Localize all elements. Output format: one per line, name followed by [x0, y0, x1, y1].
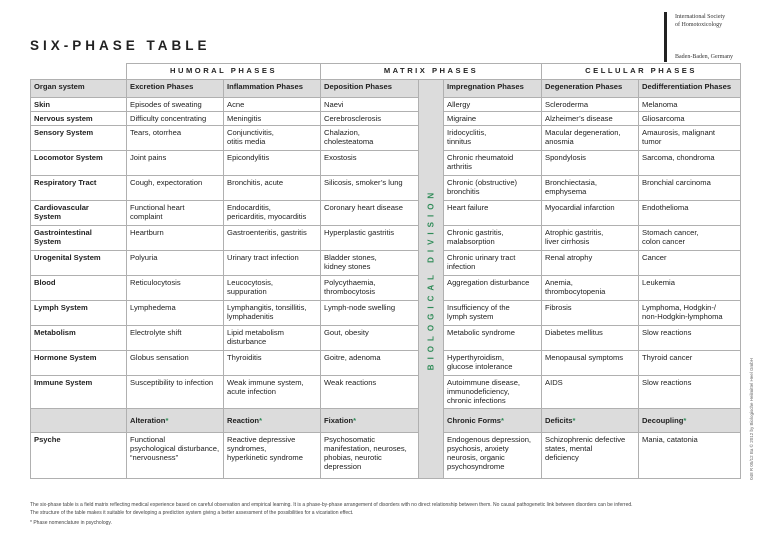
phase-cell: Lipid metabolism disturbance [224, 326, 321, 351]
psyche-phase-label: Deficits [545, 416, 573, 425]
phase-cell: Naevi [321, 98, 419, 112]
organ-system-cell: Sensory System [31, 126, 127, 151]
table-row [31, 351, 741, 376]
phase-cell: Goitre, adenoma [321, 351, 419, 376]
phase-cell: Conjunctivitis, otitis media [224, 126, 321, 151]
phase-cell: Macular degeneration, anosmia [542, 126, 639, 151]
table-row [31, 126, 741, 151]
col-inflammation: Inflammation Phases [224, 80, 321, 98]
phase-cell: Exostosis [321, 151, 419, 176]
phase-cell: Fibrosis [542, 301, 639, 326]
table-row [31, 376, 741, 409]
psyche-cell: Psychosomatic manifestation, neuroses, phobias, neurotic depression [321, 433, 419, 479]
phase-cell: Amaurosis, malignant tumor [639, 126, 741, 151]
phase-cell: Anemia, thrombocytopenia [542, 276, 639, 301]
table-row [31, 226, 741, 251]
phase-cell: Autoimmune disease, immunodeficiency, chronic infections [444, 376, 542, 409]
col-excretion: Excretion Phases [127, 80, 224, 98]
phase-cell: Migraine [444, 112, 542, 126]
phase-cell: Weak reactions [321, 376, 419, 409]
psyche-phase-header [444, 409, 542, 433]
logo-line: International Society [675, 14, 726, 20]
table-row [31, 326, 741, 351]
psyche-cell: Endogenous depression, psychosis, anxiety neurosis, organic psychosyndrome [444, 433, 542, 479]
asterisk-mark: * [572, 416, 576, 425]
organ-system-cell: Cardiovascular System [31, 201, 127, 226]
phase-cell: Gout, obesity [321, 326, 419, 351]
logo-location: Baden-Baden, Germany [675, 54, 733, 60]
phase-cell: Chronic rheumatoid arthritis [444, 151, 542, 176]
phase-cell: Coronary heart disease [321, 201, 419, 226]
phase-cell: Insufficiency of the lymph system [444, 301, 542, 326]
phase-cell: Atrophic gastritis, liver cirrhosis [542, 226, 639, 251]
phase-cell: Hyperthyroidism, glucose intolerance [444, 351, 542, 376]
organ-system-cell: Psyche [31, 433, 127, 479]
phase-cell: Slow reactions [639, 376, 741, 409]
table-row [31, 201, 741, 226]
psyche-header-blank [31, 409, 127, 433]
organ-system-cell: Gastrointestinal System [31, 226, 127, 251]
phase-cell: Spondylosis [542, 151, 639, 176]
phase-group-row [31, 64, 741, 80]
organ-system-cell: Respiratory Tract [31, 176, 127, 201]
phase-cell: Iridocyclitis, tinnitus [444, 126, 542, 151]
phase-cell: Aggregation disturbance [444, 276, 542, 301]
phase-cell: Lymph-node swelling [321, 301, 419, 326]
phase-cell: Bronchial carcinoma [639, 176, 741, 201]
col-degeneration: Degeneration Phases [542, 80, 639, 98]
phase-cell: Heartburn [127, 226, 224, 251]
organ-system-cell: Blood [31, 276, 127, 301]
psyche-phase-label: Chronic Forms [447, 416, 502, 425]
phase-cell: AIDS [542, 376, 639, 409]
phase-cell: Epicondylitis [224, 151, 321, 176]
phase-cell: Melanoma [639, 98, 741, 112]
psyche-cell: Reactive depressive syndromes, hyperkinetic syndrome [224, 433, 321, 479]
six-phase-table [30, 63, 741, 479]
col-impregnation: Impregnation Phases [444, 80, 542, 98]
psyche-phase-label: Decoupling [642, 416, 684, 425]
phase-cell: Difficulty concentrating [127, 112, 224, 126]
asterisk-mark: * [501, 416, 504, 425]
phase-cell: Metabolic syndrome [444, 326, 542, 351]
phase-cell: Chronic (obstructive) bronchitis [444, 176, 542, 201]
table-row [31, 251, 741, 276]
organ-system-cell: Skin [31, 98, 127, 112]
phase-cell: Heart failure [444, 201, 542, 226]
phase-cell: Globus sensation [127, 351, 224, 376]
table-row [31, 98, 741, 112]
phase-cell: Hyperplastic gastritis [321, 226, 419, 251]
copyright-note [749, 358, 757, 498]
logo-text [675, 14, 725, 29]
phase-cell: Cerebrosclerosis [321, 112, 419, 126]
phase-cell: Polycythaemia, thrombocytosis [321, 276, 419, 301]
psyche-phase-header [542, 409, 639, 433]
phase-cell: Polyuria [127, 251, 224, 276]
phase-cell: Functional heart complaint [127, 201, 224, 226]
phase-cell: Cancer [639, 251, 741, 276]
phase-cell: Sarcoma, chondroma [639, 151, 741, 176]
col-dedifferentiation: Dedifferentiation Phases [639, 80, 741, 98]
phase-cell: Stomach cancer, colon cancer [639, 226, 741, 251]
organ-system-cell: Metabolism [31, 326, 127, 351]
asterisk-mark: * [259, 416, 263, 425]
psyche-row [31, 433, 741, 479]
society-logo [664, 12, 745, 62]
psyche-cell: Schizophrenic defective states, mental deficiency [542, 433, 639, 479]
table-row [31, 276, 741, 301]
humoral-phases-header: HUMORAL PHASES [127, 64, 321, 80]
phase-cell: Chronic gastritis, malabsorption [444, 226, 542, 251]
table-row [31, 151, 741, 176]
phase-cell: Bladder stones, kidney stones [321, 251, 419, 276]
phase-cell: Joint pains [127, 151, 224, 176]
col-organ-system: Organ system [31, 80, 127, 98]
organ-system-cell: Locomotor System [31, 151, 127, 176]
phase-cell: Alzheimer’s disease [542, 112, 639, 126]
phase-cell: Thyroiditis [224, 351, 321, 376]
phase-cell: Susceptibility to infection [127, 376, 224, 409]
asterisk-mark: * [353, 416, 357, 425]
phase-cell: Leucocytosis, suppuration [224, 276, 321, 301]
phase-cell: Thyroid cancer [639, 351, 741, 376]
phase-cell: Slow reactions [639, 326, 741, 351]
logo-line: of Homotoxicology [675, 21, 723, 28]
cellular-phases-header: CELLULAR PHASES [542, 64, 741, 80]
psyche-phase-header [639, 409, 741, 433]
phase-cell: Myocardial infarction [542, 201, 639, 226]
table-row [31, 176, 741, 201]
psyche-header-row [31, 409, 741, 433]
biological-division-column [419, 80, 444, 479]
footnote-3: * Phase nomenclature in psychology. [30, 520, 112, 526]
col-deposition: Deposition Phases [321, 80, 419, 98]
phase-cell: Chronic urinary tract infection [444, 251, 542, 276]
phase-cell: Endocarditis, pericarditis, myocarditis [224, 201, 321, 226]
psyche-phase-header [321, 409, 419, 433]
matrix-phases-header: MATRIX PHASES [321, 64, 542, 80]
psyche-phase-header [224, 409, 321, 433]
phase-cell: Electrolyte shift [127, 326, 224, 351]
phase-cell: Chalazion, cholesteatoma [321, 126, 419, 151]
phase-cell: Allergy [444, 98, 542, 112]
phase-cell: Acne [224, 98, 321, 112]
phase-cell: Episodes of sweating [127, 98, 224, 112]
phase-cell: Leukemia [639, 276, 741, 301]
phase-cell: Lymphedema [127, 301, 224, 326]
psyche-phase-label: Alteration [130, 416, 166, 425]
phase-cell: Scleroderma [542, 98, 639, 112]
table-row [31, 301, 741, 326]
psyche-phase-label: Reaction [227, 416, 260, 425]
phase-cell: Gastroenteritis, gastritis [224, 226, 321, 251]
phase-cell: Cough, expectoration [127, 176, 224, 201]
biological-division-label: BIOLOGICAL DIVISION [426, 187, 436, 371]
phase-cell: Urinary tract infection [224, 251, 321, 276]
phase-cell: Renal atrophy [542, 251, 639, 276]
phase-cell: Reticulocytosis [127, 276, 224, 301]
footnote-1: The six-phase table is a field matrix reflecting medical experience based on careful observation and empirical learning. It is a phase-by-phase arrangement of disorders with no direct relationship between them. No causal pathogenetic link between disorders can be inferred. [30, 502, 633, 508]
organ-system-cell: Hormone System [31, 351, 127, 376]
phase-cell: Tears, otorrhea [127, 126, 224, 151]
psyche-cell: Functional psychological disturbance, “nervousness” [127, 433, 224, 479]
psyche-phase-header [127, 409, 224, 433]
page-title: SIX-PHASE TABLE [30, 38, 211, 53]
phase-cell: Bronchiectasia, emphysema [542, 176, 639, 201]
organ-system-cell: Urogenital System [31, 251, 127, 276]
column-header-row [31, 80, 741, 98]
table-row [31, 112, 741, 126]
psyche-cell: Mania, catatonia [639, 433, 741, 479]
phase-cell: Menopausal symptoms [542, 351, 639, 376]
phase-cell: Silicosis, smoker’s lung [321, 176, 419, 201]
organ-system-cell: Nervous system [31, 112, 127, 126]
footnote-2: The structure of the table makes it suitable for developing a prediction system giving a better assessment of the possibilities for a vicariation effect. [30, 510, 354, 516]
phase-cell: Lymphoma, Hodgkin-/ non-Hodgkin-lymphoma [639, 301, 741, 326]
phase-cell: Weak immune system, acute infection [224, 376, 321, 409]
phase-cell: Lymphangitis, tonsillitis, lymphadenitis [224, 301, 321, 326]
psyche-phase-label: Fixation [324, 416, 354, 425]
phase-cell: Bronchitis, acute [224, 176, 321, 201]
phase-cell: Meningitis [224, 112, 321, 126]
asterisk-mark: * [683, 416, 687, 425]
phase-cell: Endothelioma [639, 201, 741, 226]
asterisk-mark: * [165, 416, 169, 425]
organ-system-cell: Immune System [31, 376, 127, 409]
phase-cell: Diabetes mellitus [542, 326, 639, 351]
phase-cell: Gliosarcoma [639, 112, 741, 126]
organ-system-cell: Lymph System [31, 301, 127, 326]
copyright-text: 048 R 05/12 Ba © 2012 by Biologische Heilmittel Heel GmbH [749, 358, 754, 480]
